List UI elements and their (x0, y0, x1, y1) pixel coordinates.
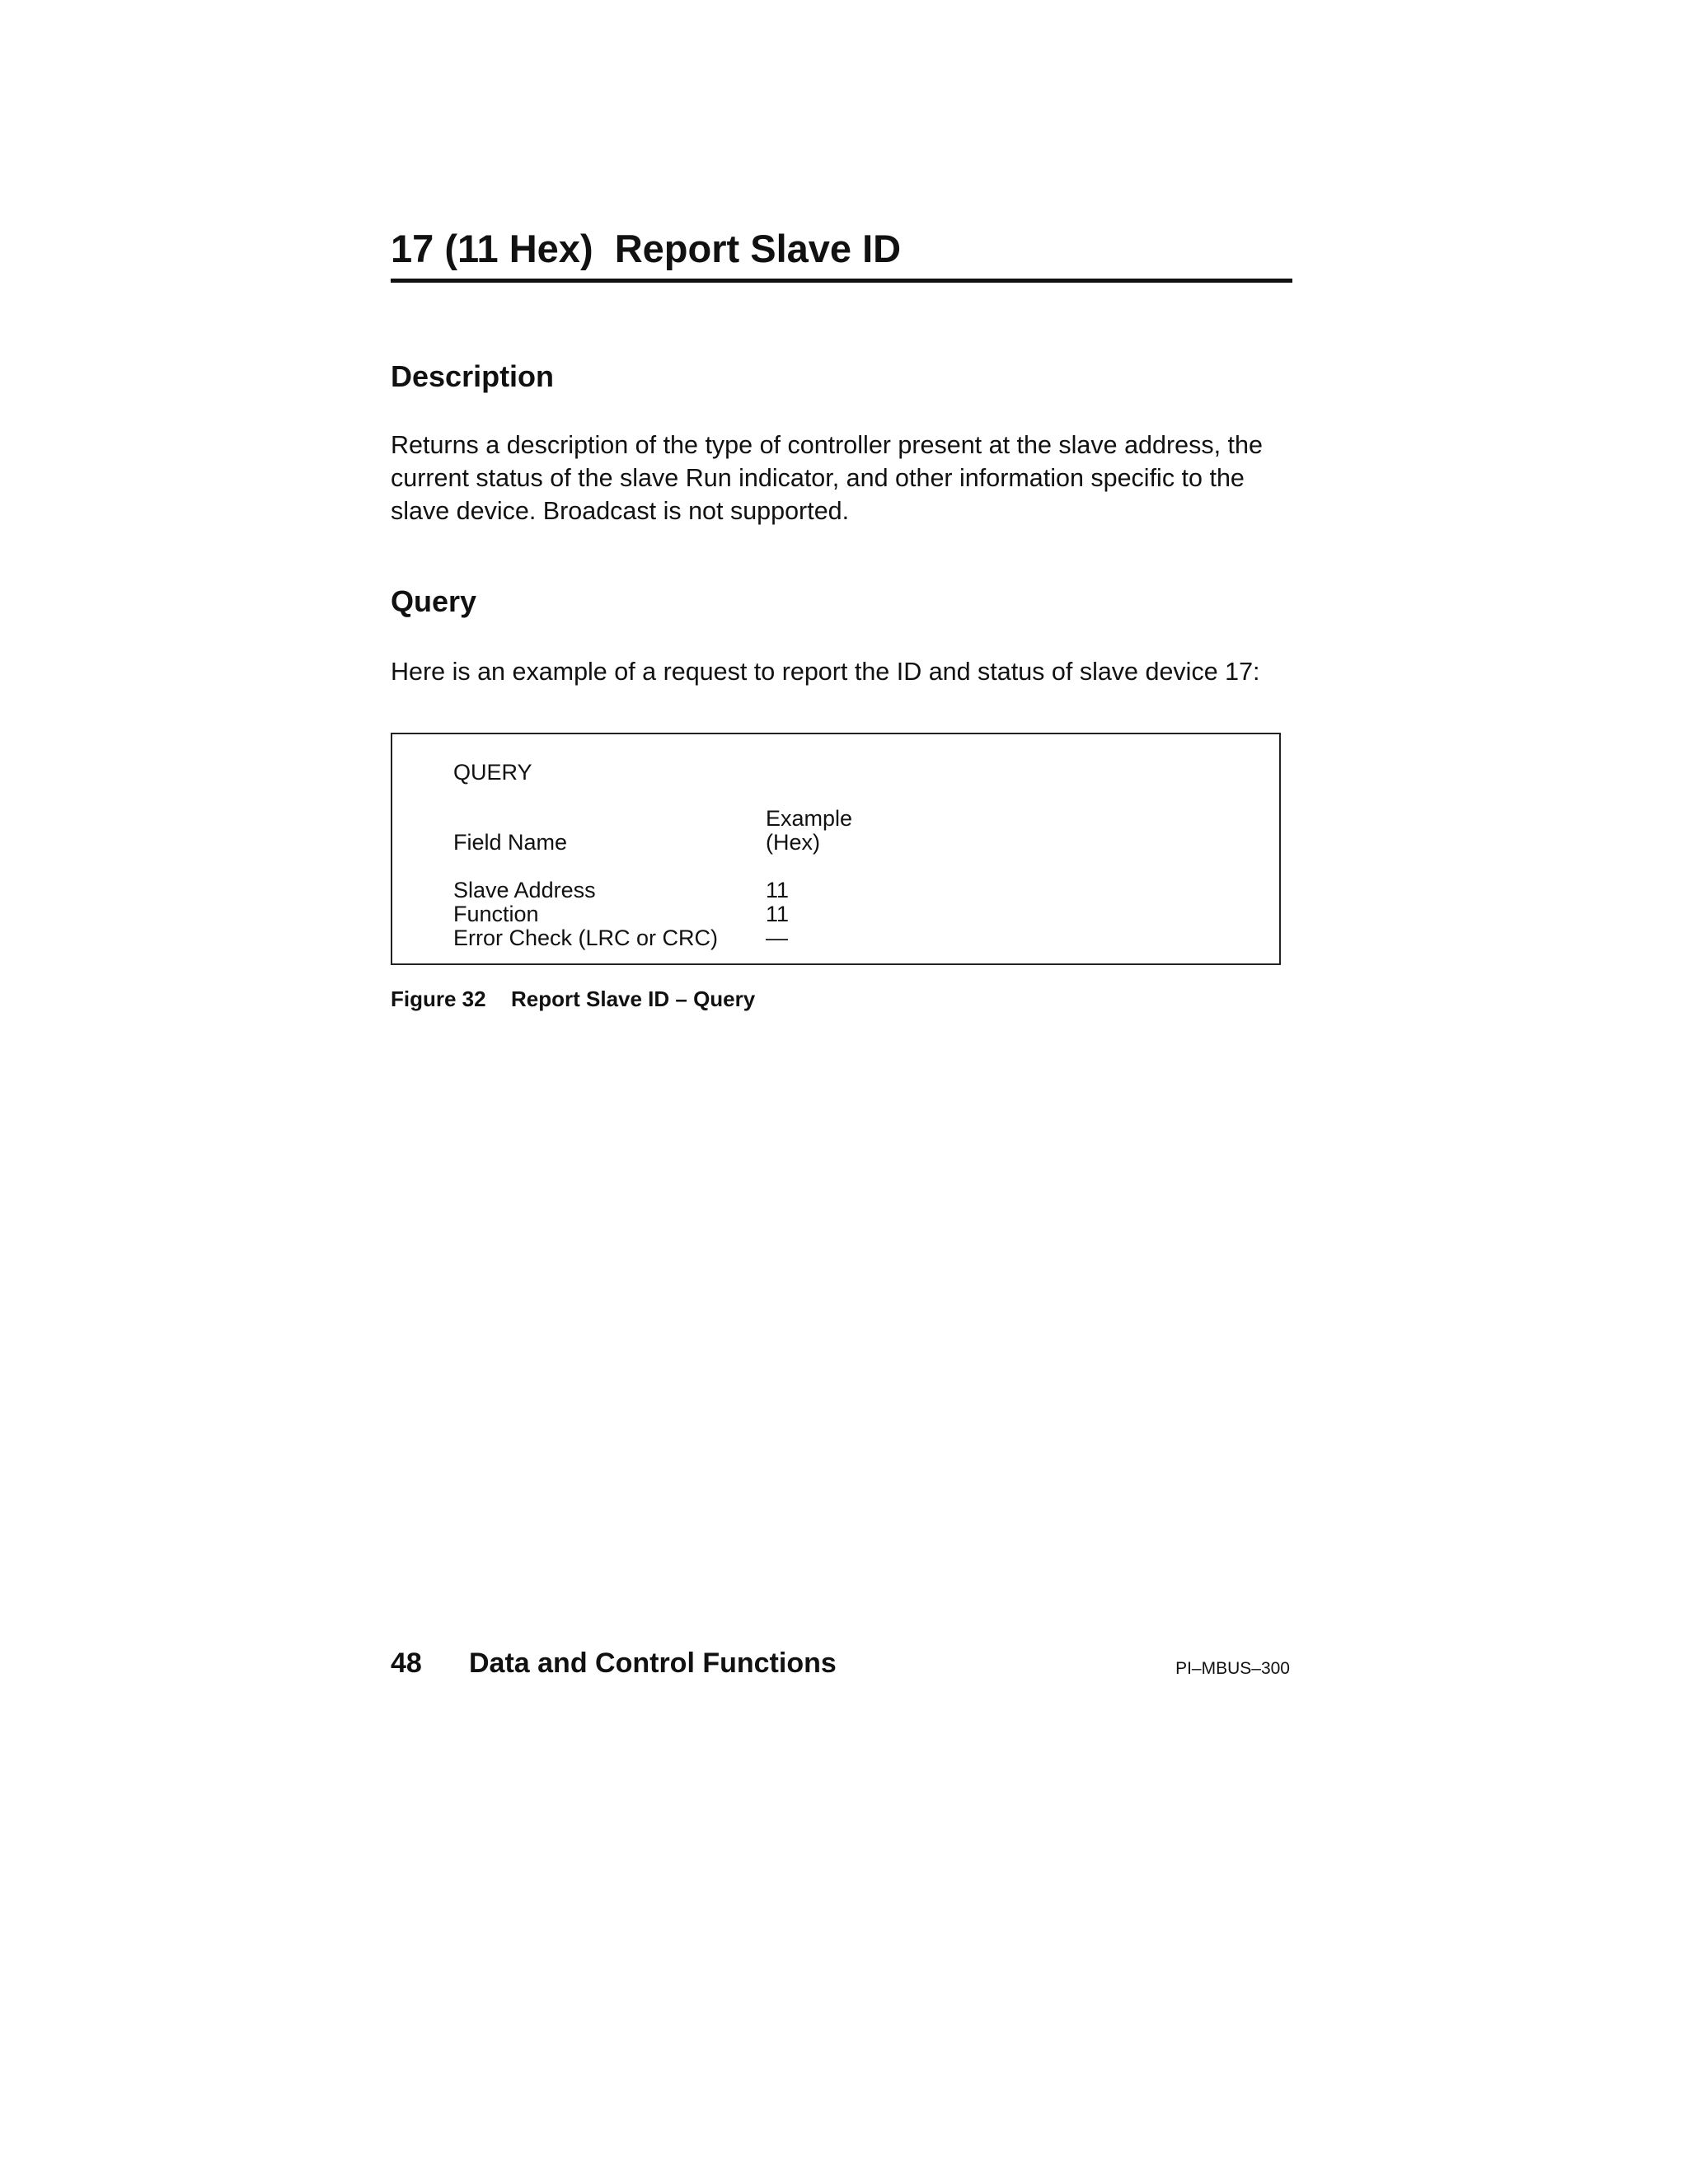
figure-caption-text: Report Slave ID – Query (511, 987, 756, 1011)
title-underline (391, 279, 1292, 283)
query-frame-label: QUERY (453, 760, 532, 785)
field-name-cell: Slave Address (453, 878, 596, 902)
query-heading: Query (391, 584, 477, 618)
description-heading: Description (391, 359, 555, 393)
example-column-header-line2: (Hex) (766, 830, 820, 855)
description-line: current status of the slave Run indicator, and other information specific to the (391, 464, 1245, 492)
field-name-column-header: Field Name (453, 830, 568, 855)
page-title: 17 (11 Hex) Report Slave ID (391, 227, 902, 270)
footer-document-id: PI–MBUS–300 (1175, 1659, 1290, 1678)
example-value-cell: 11 (766, 878, 790, 902)
example-column-header-line1: Example (766, 806, 853, 831)
description-line: Returns a description of the type of controller present at the slave address, the (391, 431, 1263, 459)
figure-caption (391, 985, 755, 1013)
footer-section-title: Data and Control Functions (469, 1647, 837, 1679)
field-name-cell: Function (453, 902, 539, 926)
example-value-cell: — (766, 926, 788, 950)
example-value-cell: 11 (766, 902, 790, 926)
query-intro: Here is an example of a request to report the ID and status of slave device 17: (391, 658, 1260, 686)
footer-page-number: 48 (391, 1647, 422, 1679)
field-name-cell: Error Check (LRC or CRC) (453, 926, 719, 950)
figure-number: Figure 32 (391, 987, 486, 1011)
description-line: slave device. Broadcast is not supported. (391, 497, 850, 525)
query-frame (391, 733, 1281, 965)
